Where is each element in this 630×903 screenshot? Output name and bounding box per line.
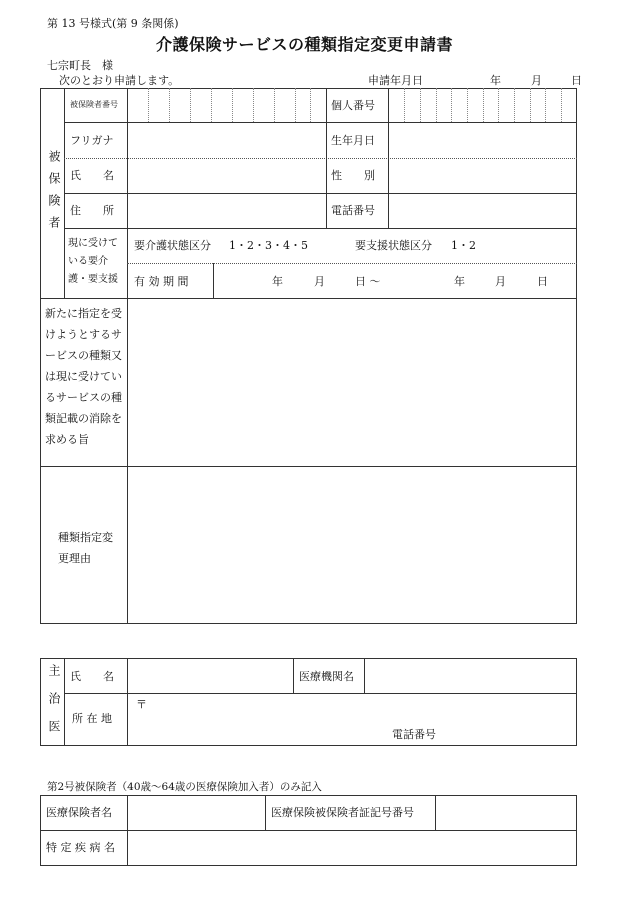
- institution-label: 医療機関名: [299, 670, 354, 683]
- doctor-phone-label: 電話番号: [392, 728, 436, 741]
- current-care-label: 現に受けている要介護・要支援: [68, 238, 118, 285]
- service-request-label: 新たに指定を受けようとするサービスの種類又は現に受けているサービスの種類記載の消除を求める旨: [45, 307, 122, 446]
- doctor-section-label: 主治医: [47, 664, 61, 748]
- name-label: 氏 名: [70, 169, 114, 182]
- care-level-values: 1・2・3・4・5: [229, 239, 308, 252]
- gender-label: 性 別: [331, 169, 375, 182]
- postal-mark: 〒: [136, 698, 147, 711]
- date-year: 年: [490, 74, 501, 87]
- furigana-label: フリガナ: [70, 134, 114, 147]
- form-number: 第 13 号様式(第 9 条関係): [47, 17, 179, 30]
- date-day: 日: [571, 74, 582, 87]
- insurer-label: 医療保険者名: [46, 806, 112, 819]
- period-month-2: 月: [495, 275, 506, 288]
- request-text: 次のとおり申請します。: [59, 74, 180, 87]
- period-day-2: 日: [537, 275, 548, 288]
- date-label: 申請年月日: [368, 74, 423, 87]
- change-reason-label: 種類指定変更理由: [58, 531, 113, 565]
- valid-period-label: 有 効 期 間: [134, 275, 189, 288]
- individual-number-label: 個人番号: [331, 99, 375, 112]
- cert-number-label: 医療保険被保険者証記号番号: [271, 806, 414, 819]
- doctor-name-label: 氏 名: [70, 670, 114, 683]
- date-month: 月: [531, 74, 542, 87]
- period-day-1: 日 ～: [355, 275, 381, 288]
- support-level-label: 要支援状態区分: [355, 239, 432, 252]
- type2-note: 第2号被保険者（40歳～64歳の医療保険加入者）のみ記入: [47, 781, 322, 793]
- address-label: 住 所: [70, 204, 114, 217]
- location-label: 所 在 地: [72, 712, 112, 725]
- insured-section-label: 被保険者: [47, 150, 61, 238]
- period-month-1: 月: [314, 275, 325, 288]
- phone-label: 電話番号: [331, 204, 375, 217]
- care-level-label: 要介護状態区分: [134, 239, 211, 252]
- period-year-1: 年: [272, 275, 283, 288]
- addressee: 七宗町長 様: [47, 59, 113, 72]
- support-level-values: 1・2: [451, 239, 476, 252]
- disease-label: 特 定 疾 病 名: [46, 841, 115, 854]
- period-year-2: 年: [454, 275, 465, 288]
- birthdate-label: 生年月日: [331, 134, 375, 147]
- insured-number-label: 被保険者番号: [70, 100, 118, 109]
- page-title: 介護保険サービスの種類指定変更申請書: [156, 35, 454, 54]
